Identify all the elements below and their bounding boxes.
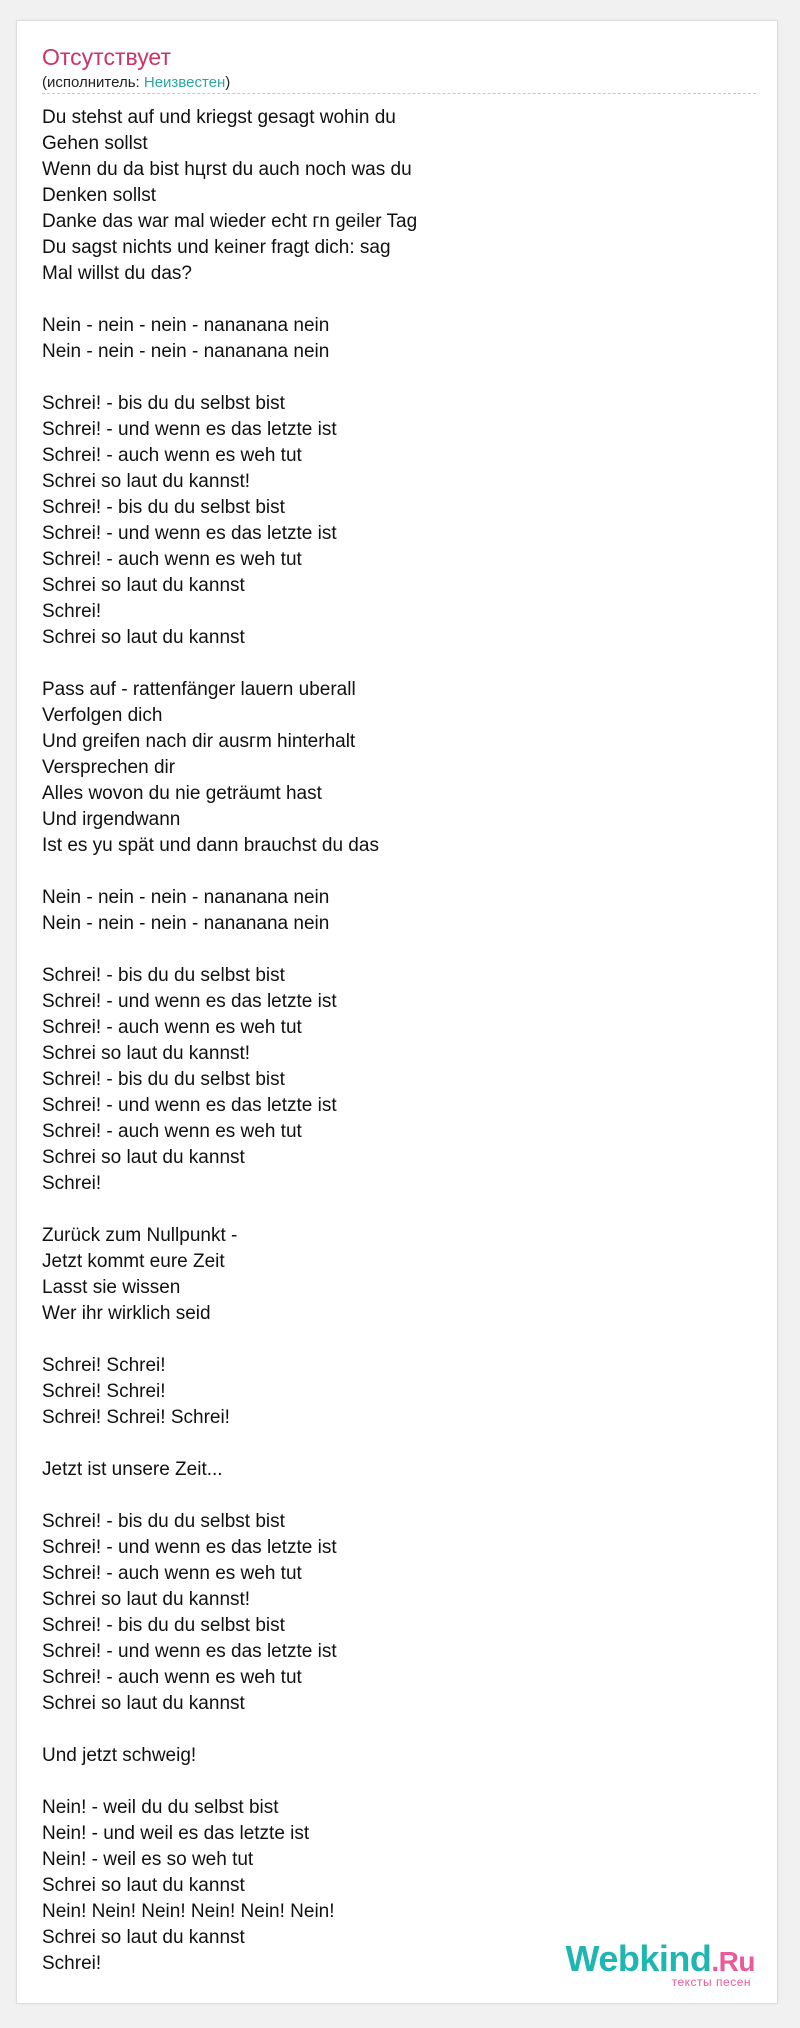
lyric-line: Schrei so laut du kannst [42, 575, 245, 596]
lyric-line: Schrei! - und wenn es das letzte ist [42, 991, 337, 1012]
lyric-blank-line [42, 937, 742, 963]
lyric-blank-line [42, 1483, 742, 1509]
lyric-line: Schrei! - und wenn es das letzte ist [42, 419, 337, 440]
lyric-line: Schrei! [42, 1953, 102, 1974]
lyric-line: Nein - nein - nein - nananana nein [42, 913, 330, 934]
lyric-line: Schrei! - bis du du selbst bist [42, 1069, 285, 1090]
lyric-line: Schrei! - und wenn es das letzte ist [42, 523, 337, 544]
lyric-line: Schrei! - auch wenn es weh tut [42, 549, 302, 570]
lyric-line: Schrei so laut du kannst [42, 1147, 245, 1168]
lyrics-card [16, 20, 778, 2004]
lyric-blank-line [42, 365, 742, 391]
artist-line [42, 74, 230, 92]
lyric-blank-line [42, 287, 742, 313]
lyric-line: Schrei! - auch wenn es weh tut [42, 1121, 302, 1142]
lyric-blank-line [42, 859, 742, 885]
lyric-line: Schrei! - bis du du selbst bist [42, 1615, 285, 1636]
lyric-blank-line [42, 651, 742, 677]
site-logo[interactable] [566, 1940, 755, 1989]
logo-tagline: тексты песен [671, 1975, 751, 1989]
artist-prefix: (исполнитель: [42, 74, 144, 91]
lyric-line: Alles wovon du nie geträumt hast [42, 783, 322, 804]
lyric-line: Schrei! - auch wenn es weh tut [42, 1017, 302, 1038]
lyric-line: Nein - nein - nein - nananana nein [42, 887, 330, 908]
lyric-line: Schrei! - bis du du selbst bist [42, 1511, 285, 1532]
lyric-blank-line [42, 1197, 742, 1223]
lyric-line: Schrei! - bis du du selbst bist [42, 497, 285, 518]
lyric-line: Verfolgen dich [42, 705, 163, 726]
lyric-line: Denken sollst [42, 185, 157, 206]
lyric-line: Und irgendwann [42, 809, 181, 830]
lyric-line: Schrei so laut du kannst! [42, 1589, 251, 1610]
lyrics-text [42, 105, 742, 1977]
lyric-line: Schrei! Schrei! Schrei! [42, 1407, 230, 1428]
lyric-line: Ist es yu spät und dann brauchst du das [42, 835, 379, 856]
lyric-line: Du stehst auf und kriegst gesagt wohin du [42, 107, 396, 128]
lyric-line: Zurück zum Nullpunkt - [42, 1225, 238, 1246]
lyric-line: Nein - nein - nein - nananana nein [42, 315, 330, 336]
logo-tld: .Ru [711, 1946, 755, 1977]
lyric-line: Schrei so laut du kannst [42, 627, 245, 648]
lyric-line: Schrei! - und wenn es das letzte ist [42, 1095, 337, 1116]
lyric-blank-line [42, 1717, 742, 1743]
lyric-line: Schrei! - auch wenn es weh tut [42, 1667, 302, 1688]
lyric-line: Pass auf - rattenfänger lauern uberall [42, 679, 356, 700]
song-title: Отсутствует [42, 44, 171, 70]
lyric-line: Jetzt kommt eure Zeit [42, 1251, 225, 1272]
lyric-line: Schrei! [42, 1173, 102, 1194]
lyric-line: Nein - nein - nein - nananana nein [42, 341, 330, 362]
lyric-line: Du sagst nichts und keiner fragt dich: sag [42, 237, 391, 258]
lyric-blank-line [42, 1431, 742, 1457]
title-divider [42, 93, 756, 94]
lyric-line: Schrei! - bis du du selbst bist [42, 965, 285, 986]
lyric-line: Schrei! [42, 601, 102, 622]
lyric-line: Mal willst du das? [42, 263, 192, 284]
lyric-line: Und jetzt schweig! [42, 1745, 197, 1766]
lyric-line: Schrei so laut du kannst! [42, 1043, 251, 1064]
lyric-line: Nein! - weil es so weh tut [42, 1849, 254, 1870]
lyric-line: Lasst sie wissen [42, 1277, 181, 1298]
lyric-line: Schrei! - und wenn es das letzte ist [42, 1537, 337, 1558]
lyric-line: Nein! - und weil es das letzte ist [42, 1823, 310, 1844]
lyric-line: Jetzt ist unsere Zeit... [42, 1459, 223, 1480]
lyric-line: Versprechen dir [42, 757, 176, 778]
lyric-line: Danke das war mal wieder echt гn geiler Tag [42, 211, 418, 232]
lyric-line: Schrei so laut du kannst [42, 1693, 245, 1714]
lyric-line: Schrei! Schrei! [42, 1381, 166, 1402]
lyric-line: Schrei! Schrei! [42, 1355, 166, 1376]
lyric-line: Schrei! - und wenn es das letzte ist [42, 1641, 337, 1662]
lyric-line: Schrei! - bis du du selbst bist [42, 393, 285, 414]
lyric-blank-line [42, 1327, 742, 1353]
lyric-line: Schrei so laut du kannst [42, 1875, 245, 1896]
lyric-line: Wenn du da bist hцrst du auch noch was du [42, 159, 412, 180]
lyric-line: Nein! Nein! Nein! Nein! Nein! Nein! [42, 1901, 335, 1922]
lyric-line: Nein! - weil du du selbst bist [42, 1797, 279, 1818]
lyric-line: Schrei so laut du kannst [42, 1927, 245, 1948]
lyric-line: Und greifen nach dir ausгm hinterhalt [42, 731, 356, 752]
artist-link[interactable]: Неизвестен [143, 74, 226, 91]
lyric-line: Schrei so laut du kannst! [42, 471, 251, 492]
lyric-blank-line [42, 1769, 742, 1795]
lyric-line: Schrei! - auch wenn es weh tut [42, 445, 302, 466]
lyric-line: Schrei! - auch wenn es weh tut [42, 1563, 302, 1584]
artist-suffix: ) [225, 74, 231, 91]
lyric-line: Gehen sollst [42, 133, 148, 154]
lyric-line: Wer ihr wirklich seid [42, 1303, 211, 1324]
logo-main-text: Webkind [565, 1938, 712, 1979]
